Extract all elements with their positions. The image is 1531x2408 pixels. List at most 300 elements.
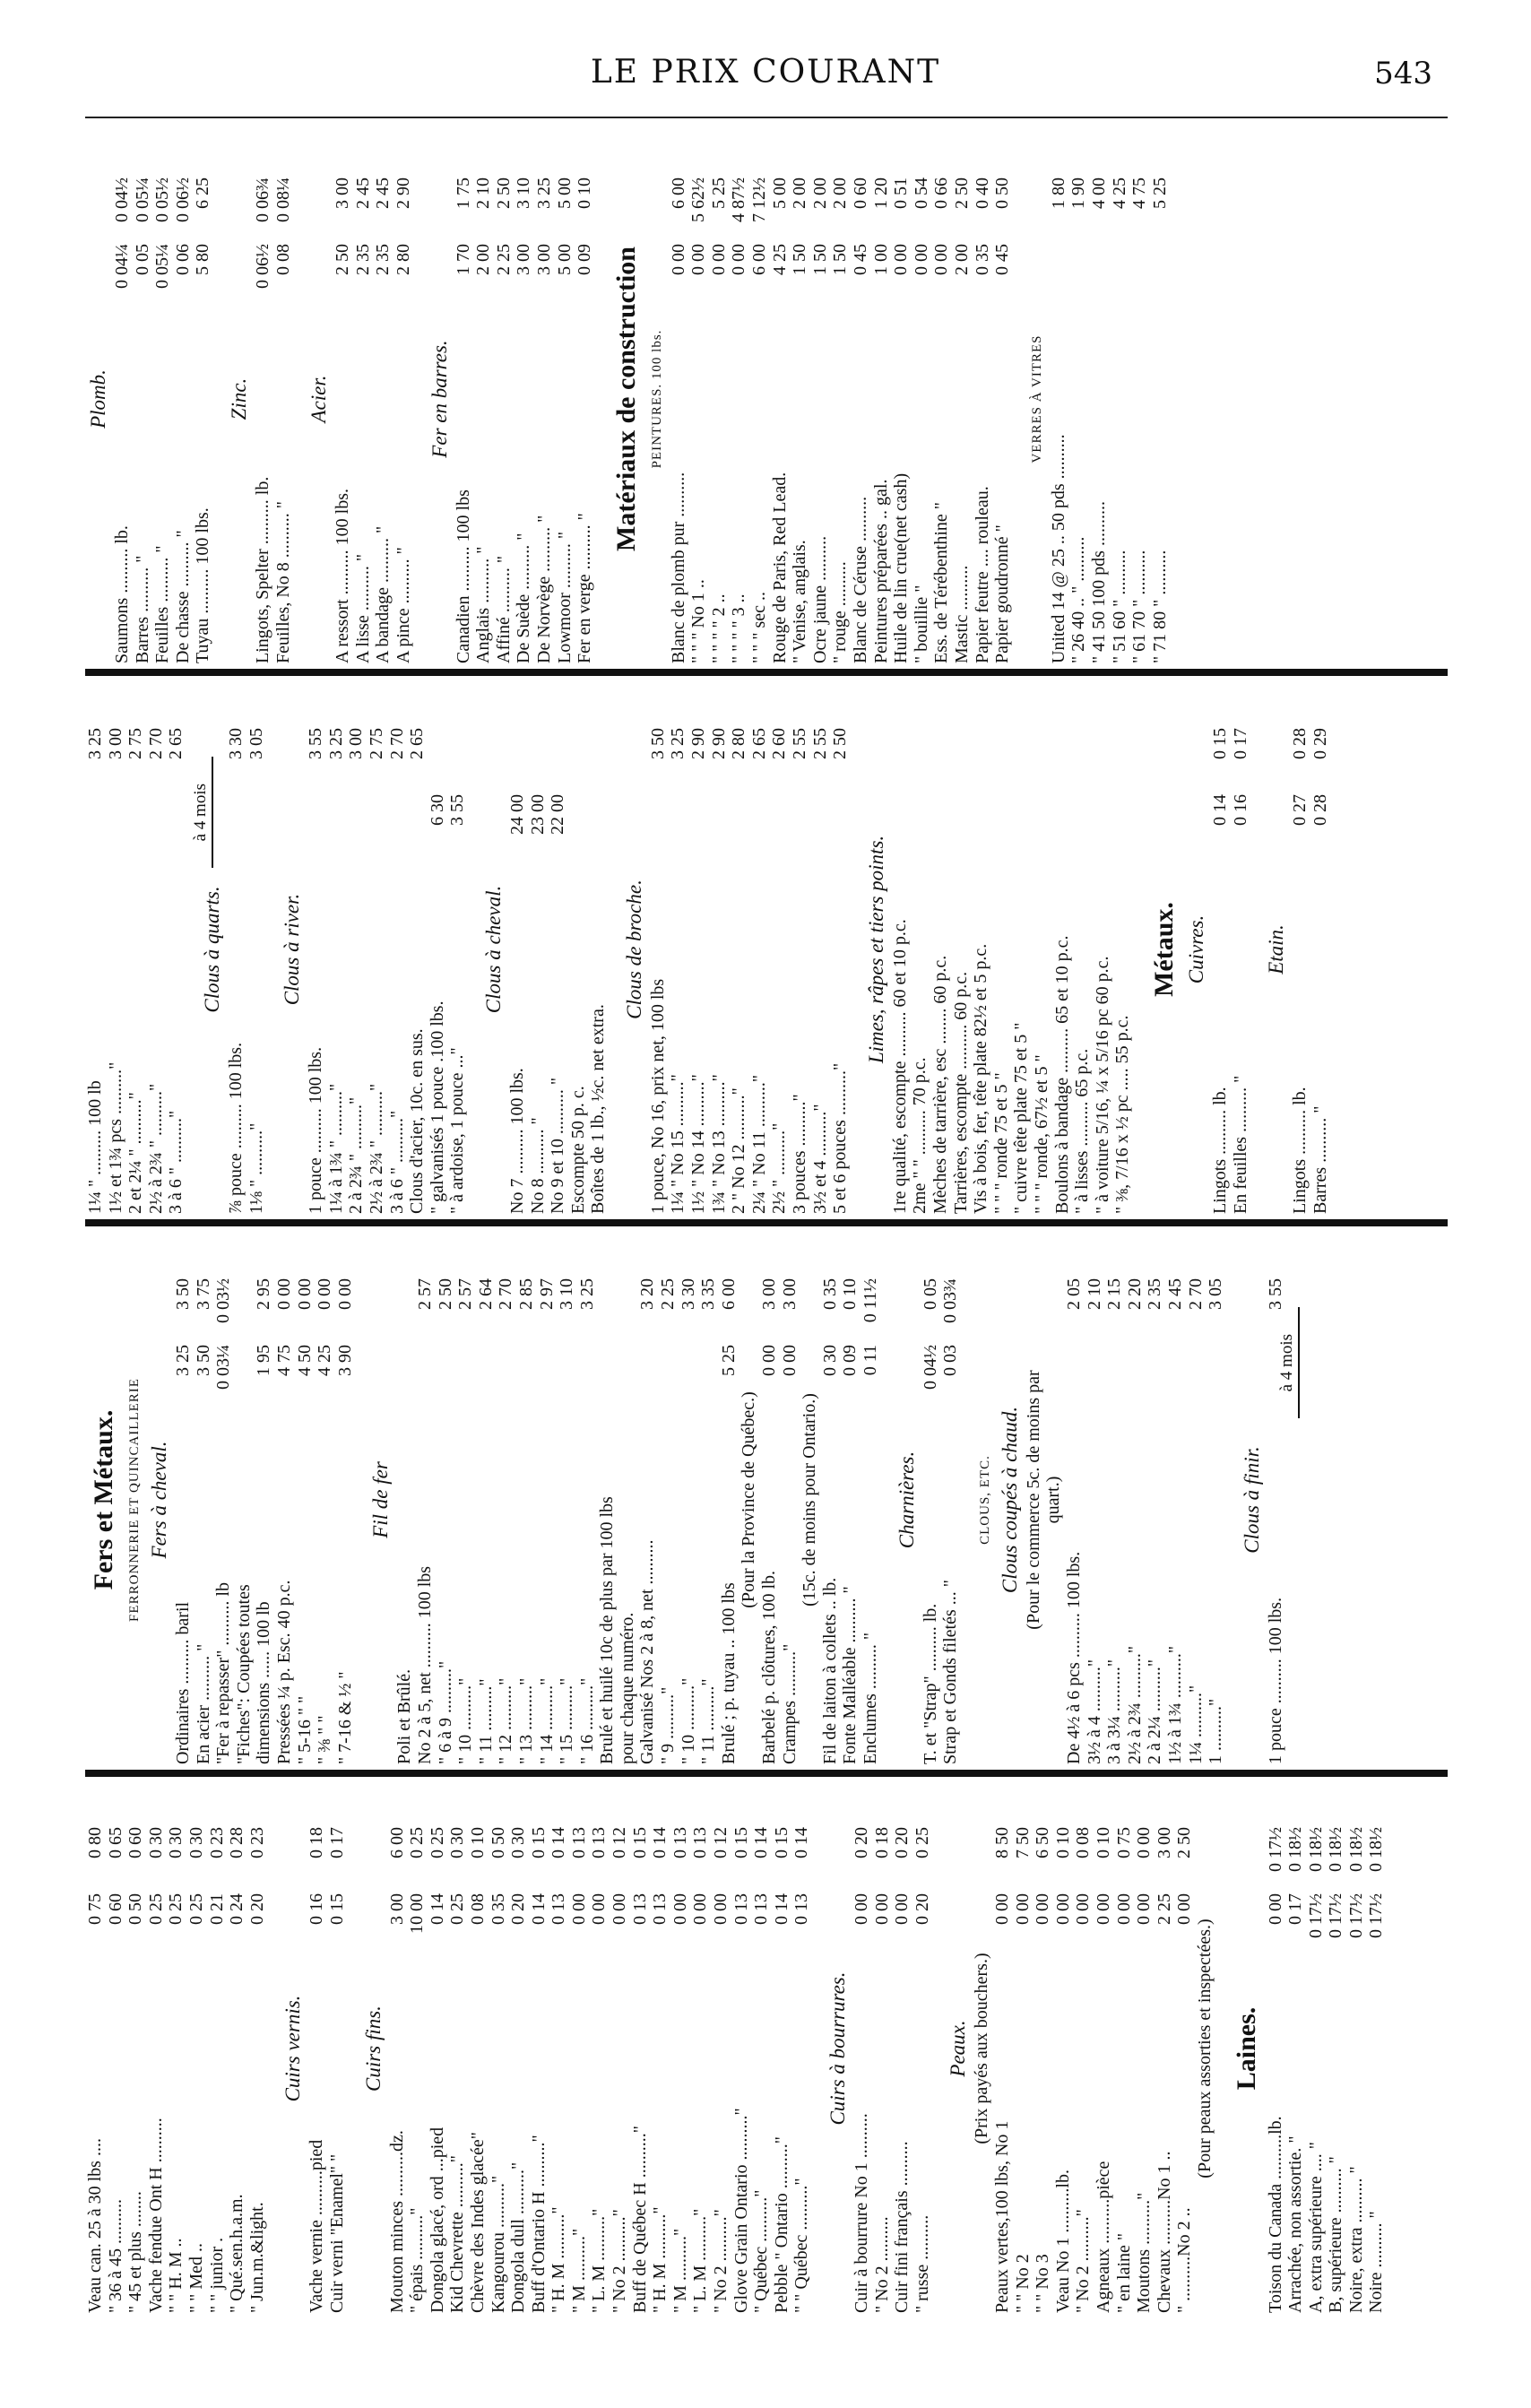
price-high: 0 05 <box>920 1278 940 1310</box>
item-label: " " " No 1 .. <box>688 579 709 663</box>
price-low: 0 35 <box>488 1893 508 1925</box>
price-high: 3 25 <box>533 178 554 209</box>
item-label: " 36 à 45 .......... <box>105 2198 125 2313</box>
price-row <box>555 134 575 663</box>
price-row <box>577 1235 598 1764</box>
column-divider <box>85 1219 1448 1226</box>
item-label: Tarrières, escompte .......... 60 p.c. <box>950 971 971 1214</box>
note: (Pour le commerce 5c. de moins par <box>1023 1370 1043 1630</box>
item-label: " No 2 .........." <box>1073 2209 1094 2313</box>
price-low: 0 20 <box>247 1893 267 1925</box>
page-header <box>0 0 1531 134</box>
price-row <box>326 685 347 1214</box>
price-high: 0 15 <box>528 1827 549 1858</box>
item-label: 2¼ " No 11 .........." <box>748 1074 769 1214</box>
spacer <box>348 1784 360 2313</box>
major-heading: Matériaux de construction <box>610 247 641 551</box>
item-label: " 13 .........." <box>515 1677 536 1764</box>
major-heading: Métaux. <box>1148 902 1179 997</box>
price-low: 3 50 <box>193 1345 213 1376</box>
section-heading: Fer en barres. <box>428 340 451 458</box>
price-high: 2 55 <box>809 728 830 759</box>
price-low: 0 00 <box>1113 1893 1134 1925</box>
price-low: 0 00 <box>670 1893 690 1925</box>
price-row <box>508 1784 529 2313</box>
price-low: 0 24 <box>227 1893 247 1925</box>
price-row <box>1110 134 1130 663</box>
item-label: Ess. de Térébenthine " <box>931 502 952 663</box>
price-low: 0 16 <box>307 1893 327 1925</box>
item-label: Pressées ¼ p. Esc. 40 p.c. <box>273 1580 294 1764</box>
item-label: " " " ronde, 67½ et 5 " <box>1031 1054 1051 1214</box>
price-row <box>769 685 790 1214</box>
price-high: 0 15 <box>771 1827 791 1858</box>
price-low: 0 60 <box>105 1893 125 1925</box>
price-low: 0 13 <box>650 1893 670 1925</box>
item-label: 1¼ à 1¾ " .........." <box>325 1083 346 1214</box>
column-divider <box>85 669 1448 676</box>
item-label: 1 .........." <box>1206 1698 1226 1764</box>
item-label: " L. M .........." <box>690 2208 711 2313</box>
item-label: Barbelé p. clôtures, 100 lb. <box>759 1570 780 1764</box>
price-high: 4 75 <box>1129 178 1150 209</box>
price-low: 0 13 <box>629 1893 650 1925</box>
item-label: Chevaux ..........No 1 .. <box>1154 2151 1174 2313</box>
price-low: 1 50 <box>809 244 830 275</box>
price-row <box>428 685 448 1214</box>
price-high: 0 14 <box>650 1827 670 1858</box>
item-label: Enclumes .......... " <box>861 1632 880 1764</box>
price-high: 0 20 <box>852 1827 871 1858</box>
price-row <box>971 685 991 1214</box>
price-high: 3 55 <box>1265 1278 1285 1310</box>
price-high: 0 17½ <box>1265 1827 1285 1872</box>
section-heading: Clous coupés à chaud. <box>998 1406 1021 1594</box>
price-high: 2 10 <box>1084 1278 1104 1310</box>
price-high: 0 15 <box>731 1827 751 1858</box>
price-row <box>731 1784 752 2313</box>
price-row <box>913 1784 933 2313</box>
item-label: " ⅜, 7/16 x ½ pc ..... 55 p.c. <box>1112 1015 1133 1214</box>
section-heading: Charnières. <box>895 1451 918 1549</box>
price-low: 0 25 <box>166 1893 186 1925</box>
price-low: 0 28 <box>1310 794 1330 826</box>
spacer <box>1133 685 1146 1214</box>
price-row <box>529 1784 549 2313</box>
price-row <box>1033 1784 1053 2313</box>
price-low: 1 50 <box>830 244 851 275</box>
section-heading: Limes, râpes et tiers points. <box>864 835 887 1064</box>
price-low: 0 00 <box>668 244 688 275</box>
item-label: " M .........." <box>670 2228 690 2313</box>
price-high: 2 50 <box>952 178 972 209</box>
price-low: 0 03 <box>940 1345 961 1376</box>
price-low: 0 17 <box>1285 1893 1306 1925</box>
price-low: 0 00 <box>911 244 931 275</box>
price-high: 3 35 <box>698 1278 719 1310</box>
price-low: 0 00 <box>610 1893 630 1925</box>
price-row <box>537 1235 558 1764</box>
note: quart.) <box>1043 1476 1064 1524</box>
price-high: 3 05 <box>1206 1278 1226 1310</box>
price-high: 0 08¼ <box>272 178 293 222</box>
column-3 <box>85 685 1448 1214</box>
price-row <box>1206 1235 1226 1764</box>
item-label: Cuir verni "Enamel" " <box>326 2153 347 2313</box>
price-high: 2 00 <box>809 178 830 209</box>
price-row <box>455 1235 476 1764</box>
price-high: 0 23 <box>206 1827 227 1858</box>
price-high: 2 97 <box>536 1278 557 1310</box>
item-label: 1 pouce, No 16, prix net, 100 lbs <box>647 978 668 1214</box>
price-high: 3 05 <box>246 728 266 759</box>
item-label: " M .........." <box>568 2228 589 2313</box>
section-heading: Clous de broche. <box>622 879 645 1019</box>
item-label: " épais .........." <box>407 2207 428 2313</box>
price-row <box>428 1784 448 2313</box>
price-low: 0 14 <box>528 1893 549 1925</box>
price-low: 0 15 <box>326 1893 347 1925</box>
spacer <box>932 1784 945 2313</box>
price-row <box>387 1784 408 2313</box>
item-label: Feuilles, No 8 .......... " <box>272 501 293 663</box>
price-low: 0 00 <box>871 1893 892 1925</box>
item-label: 1¾ " No 13 .........." <box>708 1074 729 1214</box>
price-high: 2 85 <box>515 1278 536 1310</box>
section-heading: Fil de fer <box>369 1461 393 1538</box>
price-high: 0 14 <box>549 1827 569 1858</box>
price-low: 0 09 <box>575 244 595 275</box>
price-row <box>1049 134 1069 663</box>
price-high: 2 45 <box>373 178 394 209</box>
price-high: 2 15 <box>1104 1278 1125 1310</box>
item-label: " à lisses .......... 65 p.c. <box>1072 1048 1093 1214</box>
price-high: 0 30 <box>508 1827 529 1858</box>
price-low: 0 17½ <box>1366 1893 1387 1938</box>
price-high: 6 00 <box>386 1827 407 1858</box>
item-label: " " No 2 <box>1012 2254 1033 2313</box>
item-label: Canadien .......... 100 lbs <box>453 489 473 663</box>
major-heading: Fers et Métaux. <box>89 1409 118 1590</box>
item-label: Noire .......... " <box>1366 2211 1387 2313</box>
item-label: Peintures préparées .. gal. <box>870 479 891 663</box>
price-row <box>749 685 770 1214</box>
item-label: " 26 40 .. " .......... <box>1068 536 1089 663</box>
item-label: 3 pouces .........." <box>790 1094 810 1214</box>
item-label: A bandage .......... " <box>373 525 394 663</box>
item-label: United 14 @ 25 .. 50 pds .......... <box>1048 434 1068 663</box>
section-heading: Cuirs à bourrures. <box>826 1971 849 2126</box>
price-high: 0 18½ <box>1345 1827 1366 1872</box>
price-row <box>315 1235 335 1764</box>
item-label: 2 " No 12 .........." <box>729 1087 749 1214</box>
price-low: 4 25 <box>769 244 790 275</box>
price-row <box>931 134 952 663</box>
price-low: 0 06 <box>172 244 193 275</box>
item-label: Blanc de Céruse .......... <box>851 496 871 663</box>
price-row <box>254 1235 274 1764</box>
price-high: 0 03½ <box>213 1278 234 1323</box>
item-label: " à voiture 5/16, ¼ x 5/16 pc 60 p.c. <box>1092 956 1112 1214</box>
item-label: " " Québec .........." <box>791 2178 812 2313</box>
price-row <box>327 1784 348 2313</box>
spacer <box>961 1235 973 1764</box>
item-label: Cuir fini français .......... <box>892 2141 913 2313</box>
price-low: 0 20 <box>508 1893 529 1925</box>
price-high: 0 66 <box>931 178 952 209</box>
price-low: 0 08 <box>272 244 293 275</box>
price-high: 0 03¾ <box>940 1278 961 1323</box>
price-high: 0 29 <box>1310 728 1330 759</box>
price-row <box>861 1235 881 1764</box>
price-row <box>891 134 912 663</box>
spacer <box>414 134 427 663</box>
column-1 <box>85 1784 1448 2313</box>
item-label: En acier .......... " <box>193 1643 213 1764</box>
price-row <box>648 685 669 1214</box>
price-row <box>668 685 688 1214</box>
item-label: T. et "Strap" .......... lb. <box>920 1603 940 1764</box>
price-row <box>1089 134 1110 663</box>
item-label: Vache fendue Ont H .......... <box>145 2118 166 2313</box>
price-high: 6 25 <box>193 178 213 209</box>
item-label: " " " " 3 .. <box>729 593 749 663</box>
price-row <box>295 1235 316 1764</box>
price-row <box>729 134 749 663</box>
item-label: Saumons .......... lb. <box>112 525 132 663</box>
price-low: 2 25 <box>1154 1893 1174 1925</box>
price-high: 1 80 <box>1048 178 1068 209</box>
item-label: No 2 à 5, net .......... 100 lbs <box>414 1565 435 1764</box>
item-label: 1¼ " No 15 .........." <box>668 1074 688 1214</box>
section-heading: Acier. <box>307 375 331 423</box>
item-label: 1¼ " .......... 100 lb <box>85 1080 105 1214</box>
price-high: 0 05¼ <box>132 178 152 222</box>
price-row <box>588 685 609 1214</box>
price-high: 7 12½ <box>749 178 770 222</box>
price-high: 6 00 <box>668 178 688 209</box>
price-high: 0 80 <box>85 1827 105 1858</box>
section-heading: Clous à finir. <box>1240 1446 1263 1554</box>
price-low: 0 25 <box>145 1893 166 1925</box>
price-high: 2 70 <box>496 1278 516 1310</box>
item-label: Dongola glacé, ord ...pied <box>427 2126 447 2313</box>
item-label: Veau can. 25 à 30 lbs .... <box>85 2138 105 2313</box>
price-row <box>790 685 810 1214</box>
price-row <box>353 134 374 663</box>
price-low: 3 55 <box>447 794 468 826</box>
price-row <box>166 1784 186 2313</box>
price-high: 0 13 <box>670 1827 690 1858</box>
item-label: Brulé et huilé 10c de plus par 100 lbs <box>597 1496 618 1764</box>
item-label: 1¼ .........." <box>1185 1685 1206 1764</box>
price-row <box>534 134 555 663</box>
price-row <box>749 134 770 663</box>
item-label: " 45 et plus ........ <box>125 2191 146 2313</box>
section-heading: Zinc. <box>227 377 250 420</box>
price-high: 2 05 <box>1063 1278 1084 1310</box>
price-low: 0 11 <box>861 1345 880 1376</box>
price-row <box>688 685 709 1214</box>
item-label: Buff d'Ontario H .........." <box>528 2135 549 2313</box>
item-label: Moutons .........." <box>1134 2192 1155 2313</box>
price-row <box>569 1784 590 2313</box>
price-high: 0 12 <box>610 1827 630 1858</box>
price-row <box>951 685 972 1214</box>
price-row <box>679 1235 699 1764</box>
price-row <box>790 134 810 663</box>
price-row <box>125 1784 146 2313</box>
price-low: 3 00 <box>386 1893 407 1925</box>
price-high: 7 50 <box>1012 1827 1033 1858</box>
price-high: 2 75 <box>125 728 146 759</box>
price-row <box>1310 685 1331 1214</box>
price-row <box>1290 685 1310 1214</box>
price-low: 0 00 <box>1012 1893 1033 1925</box>
price-row <box>772 1784 792 2313</box>
price-low: 0 13 <box>549 1893 569 1925</box>
price-high: 0 11½ <box>861 1278 880 1323</box>
price-high: 5 00 <box>769 178 790 209</box>
section-heading: Etain. <box>1265 924 1288 974</box>
price-row <box>1150 134 1171 663</box>
item-label: Blanc de plomb pur .......... <box>668 472 688 663</box>
item-label: " 10 .........." <box>678 1677 698 1764</box>
price-row <box>940 1235 961 1764</box>
item-label: Buff de Québec H .........." <box>629 2126 650 2313</box>
category-heading: PEINTURES. 100 lbs. <box>649 329 664 469</box>
item-label: Papier goudronné " <box>992 524 1013 663</box>
price-low: 0 05¼ <box>152 244 173 289</box>
price-row <box>1013 1784 1034 2313</box>
price-low: 5 25 <box>718 1345 739 1376</box>
price-row <box>1104 1235 1125 1764</box>
price-low: 0 03¼ <box>213 1345 234 1390</box>
spacer <box>468 685 480 1214</box>
price-high: 2 57 <box>414 1278 435 1310</box>
price-row <box>1231 685 1251 1214</box>
price-row <box>791 1784 812 2313</box>
price-row <box>514 134 534 663</box>
item-label: " 5-16 " " <box>294 1695 315 1764</box>
price-high: 1 20 <box>870 178 891 209</box>
item-label: " 12 .........." <box>496 1677 516 1764</box>
price-row <box>447 1784 468 2313</box>
price-row <box>1125 1235 1146 1764</box>
price-high: 2 45 <box>1164 1278 1185 1310</box>
price-high: 3 20 <box>637 1278 658 1310</box>
price-high: 2 50 <box>1174 1827 1195 1858</box>
item-label: 2½ " .........." <box>769 1122 790 1214</box>
price-high: 3 25 <box>325 728 346 759</box>
price-high: 0 30 <box>186 1827 206 1858</box>
price-row <box>146 1784 167 2313</box>
price-row <box>1346 1784 1367 2313</box>
price-low: 0 00 <box>708 244 729 275</box>
price-high: 0 17 <box>1230 728 1250 759</box>
price-row <box>173 134 194 663</box>
item-label: Barres .......... " <box>132 555 152 663</box>
price-low: 0 00 <box>688 244 709 275</box>
section-heading: Cuivres. <box>1184 914 1207 984</box>
price-row <box>253 134 273 663</box>
price-low: 2 80 <box>393 244 413 275</box>
price-row <box>194 1235 214 1764</box>
item-label: " cuivre tête plate 75 et 5 " <box>1011 1022 1032 1214</box>
item-label: 3 à 6 " .........." <box>386 1110 407 1214</box>
price-low: 0 45 <box>992 244 1013 275</box>
item-label: Strap et Gonds filetés ... " <box>940 1580 961 1764</box>
price-high: 3 50 <box>647 728 668 759</box>
price-row <box>991 685 1012 1214</box>
price-row <box>759 1235 780 1764</box>
price-low: 0 75 <box>85 1893 105 1925</box>
category-heading: VERRES À VITRES <box>1029 334 1044 463</box>
price-low: 0 00 <box>852 1893 871 1925</box>
item-label: " 11 .........." <box>475 1678 496 1764</box>
price-row <box>494 134 515 663</box>
price-high: 0 00 <box>334 1278 355 1310</box>
price-high: 3 75 <box>193 1278 213 1310</box>
item-label: " 51 60 " .......... <box>1109 550 1129 663</box>
price-low: 0 00 <box>1134 1893 1155 1925</box>
spacer <box>609 685 621 1214</box>
price-row <box>568 685 589 1214</box>
item-label: 1½ " No 14 .........." <box>688 1074 709 1214</box>
price-high: 4 87½ <box>729 178 749 222</box>
price-row <box>973 134 993 663</box>
price-high: 0 18½ <box>1285 1827 1306 1872</box>
price-high: 2 20 <box>1124 1278 1145 1310</box>
price-row <box>670 1784 691 2313</box>
price-row <box>247 685 267 1214</box>
price-high: 0 60 <box>125 1827 146 1858</box>
item-label: Mèches de tarrière, esc ........ 60 p.c. <box>930 955 950 1214</box>
price-low: 0 00 <box>1033 1893 1053 1925</box>
price-high: 0 14 <box>791 1827 812 1858</box>
item-label: Dongola dull .........." <box>508 2161 529 2313</box>
price-row <box>146 685 167 1214</box>
price-low: 0 27 <box>1290 794 1310 826</box>
item-label: ⅞ pouce .......... 100 lbs. <box>225 1042 246 1214</box>
price-low: 0 13 <box>731 1893 751 1925</box>
item-label: De Norvège .......... " <box>533 515 554 663</box>
price-low: 22 00 <box>548 794 568 835</box>
price-low: 23 00 <box>527 794 548 835</box>
price-row <box>548 685 568 1214</box>
price-high: 0 50 <box>488 1827 508 1858</box>
price-high: 0 10 <box>575 178 595 209</box>
price-high: 3 55 <box>306 728 326 759</box>
item-label: 1½ et 1¾ pcs .........." <box>105 1061 125 1214</box>
item-label: pour chaque numéro. <box>617 1612 637 1764</box>
item-label: Veau No 1 ..........lb. <box>1052 2170 1073 2313</box>
price-row <box>193 134 213 663</box>
item-label: A lisse .......... " <box>352 553 373 663</box>
price-row <box>698 1235 719 1764</box>
price-high: 2 90 <box>708 728 729 759</box>
category-heading: CLOUS, ETC. <box>977 1455 992 1545</box>
price-low: 0 04¼ <box>112 244 132 289</box>
price-high: 0 75 <box>1113 1827 1134 1858</box>
price-low: 0 16 <box>1230 794 1250 826</box>
price-high: 5 62½ <box>688 178 709 222</box>
price-row <box>637 1235 658 1764</box>
price-low: 1 95 <box>254 1345 274 1376</box>
terms-note: à 4 mois <box>1277 1307 1300 1418</box>
price-row <box>173 1235 194 1764</box>
item-label: " en laine " <box>1113 2232 1134 2313</box>
